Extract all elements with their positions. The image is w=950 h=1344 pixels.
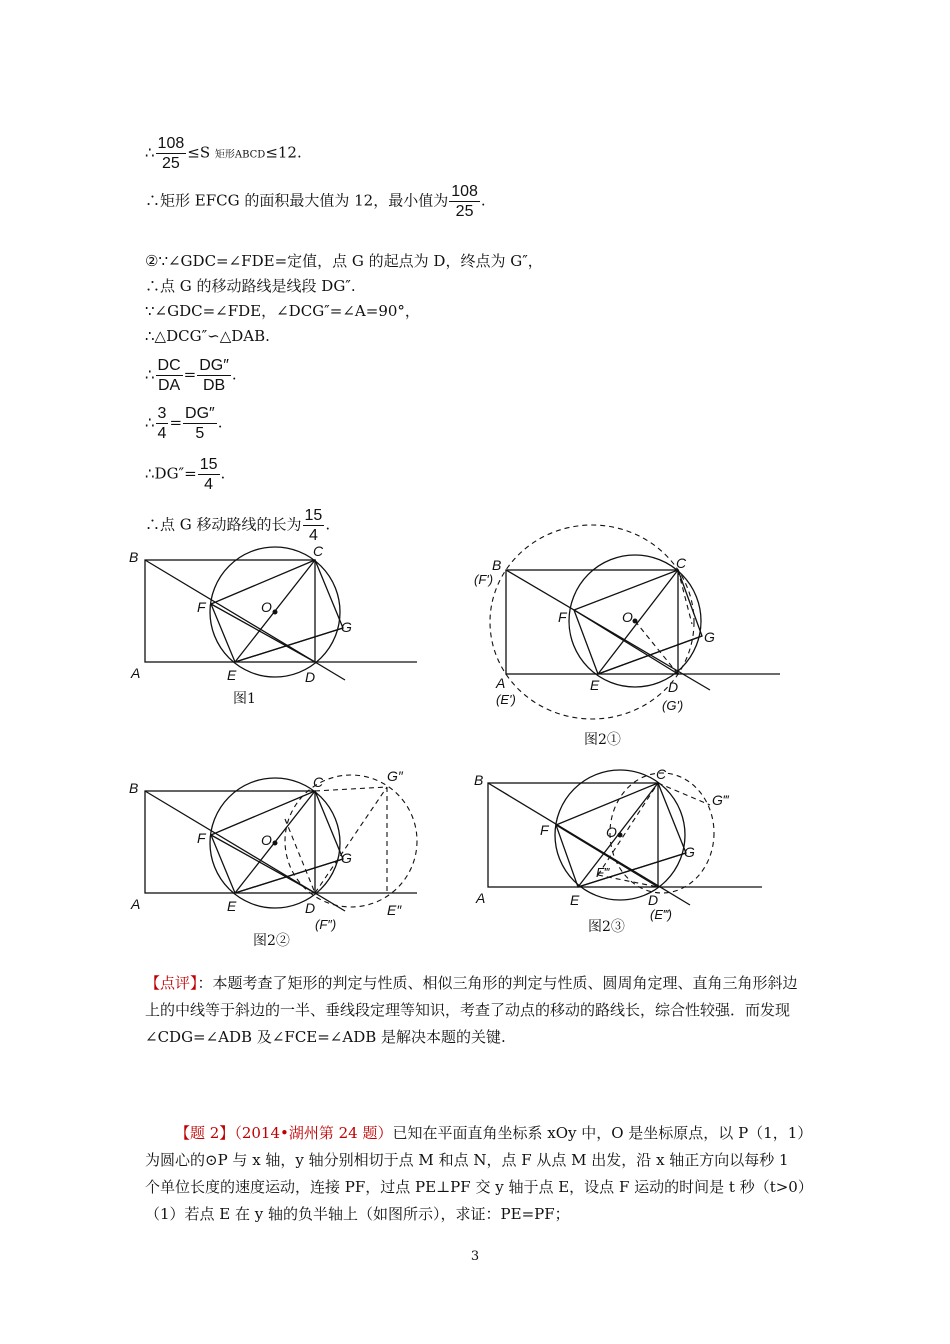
svg-text:G: G	[684, 844, 695, 860]
line-9: ∴DG″= $\frac{15}{4}$ .	[145, 456, 226, 493]
problem-paragraph	[145, 1120, 813, 1201]
comment-text: ：本题考查了矩形的判定与性质、相似三角形的判定与性质、圆周角定理、直角三角形斜边上的中线等于斜边的一半、垂线段定理等知识，考查了动点的移动的路线长，综合性较强．而发现∠CDG=∠ADB 及∠FCE=∠ADB 是解决本题的关键.	[145, 974, 798, 1046]
label-F: F	[197, 599, 206, 615]
line-5: ∵∠GDC=∠FDE，∠DCG″=∠A=90°，	[145, 302, 420, 320]
label-A: A	[131, 665, 141, 681]
svg-text:E″: E″	[387, 902, 402, 918]
problem-source: （2014•湖州第 24 题）	[234, 1124, 393, 1142]
svg-text:(G'): (G')	[662, 698, 684, 713]
svg-text:D: D	[668, 679, 679, 695]
label-C: C	[313, 543, 324, 559]
line-8: ∴ $\frac{3}{4}$ = $\frac{DG''}{5}$ .	[145, 405, 223, 442]
svg-text:(E'): (E')	[496, 692, 516, 707]
line-7: ∴ $\frac{DC}{DA}$ = $\frac{DG''}{DB}$ .	[145, 357, 237, 394]
svg-text:B: B	[129, 780, 139, 796]
figure-4	[470, 765, 790, 945]
caption: 图1	[233, 691, 256, 707]
figure-3	[125, 765, 445, 955]
line-6: ∴△DCG″∽△DAB.	[145, 327, 270, 345]
svg-text:G: G	[341, 850, 352, 866]
svg-text:O: O	[261, 832, 272, 848]
svg-text:G: G	[704, 629, 715, 645]
svg-text:F: F	[540, 822, 549, 838]
line-2: ∴矩形 EFCG 的面积最大值为 12，最小值为 $\frac{108}{25}$ .	[145, 183, 486, 220]
svg-text:图2①: 图2①	[584, 732, 621, 748]
svg-text:C: C	[313, 774, 324, 790]
label-G: G	[341, 619, 352, 635]
label-D: D	[305, 669, 316, 685]
svg-text:G‴: G‴	[712, 792, 728, 808]
svg-text:(F'): (F')	[474, 572, 494, 587]
problem-part-1: （1）若点 E 在 y 轴的负半轴上（如图所示），求证：PE=PF；	[145, 1205, 570, 1223]
svg-text:B: B	[474, 772, 484, 788]
svg-text:A: A	[131, 896, 141, 912]
comment-tag: 【点评】	[145, 974, 198, 992]
svg-text:A: A	[496, 675, 506, 691]
problem-tag: 【题 2】	[175, 1124, 235, 1142]
figure-1	[125, 540, 425, 715]
fraction: $\frac{108}{25}$	[157, 135, 185, 172]
svg-text:E: E	[590, 677, 600, 693]
line-1: ∴ $\frac{108}{25}$ ≤S 矩形ABCD≤12.	[145, 135, 302, 172]
svg-text:D: D	[305, 900, 316, 916]
svg-text:D: D	[648, 892, 659, 908]
svg-text:图2②: 图2②	[253, 933, 290, 949]
comment-paragraph	[145, 970, 807, 1051]
svg-text:C: C	[656, 766, 667, 782]
label-E: E	[227, 667, 237, 683]
svg-text:B: B	[492, 557, 502, 573]
svg-text:(F″): (F″)	[315, 917, 337, 932]
line-3: ②∵∠GDC=∠FDE=定值，点 G 的起点为 D，终点为 G″，	[145, 252, 543, 270]
svg-text:图2③: 图2③	[588, 919, 625, 935]
line-10: ∴点 G 移动路线的长为 $\frac{15}{4}$ .	[145, 507, 331, 544]
label-O: O	[261, 599, 272, 615]
problem-text: 已知在平面直角坐标系 xOy 中，O 是坐标原点，以 P（1，1）为圆心的⊙P 与 x 轴，y 轴分别相切于点 M 和点 N，点 F 从点 M 出发，沿 x 轴正方向以每秒 1 个单位长度的速度运动，连接 PF，过点 PE⊥PF 交 y 轴于点 E，设点 F 运动的时间是 t 秒（t>0）	[145, 1124, 813, 1196]
svg-text:O: O	[606, 824, 617, 840]
svg-text:(E‴): (E‴)	[650, 907, 672, 922]
svg-text:F: F	[197, 830, 206, 846]
svg-text:E: E	[227, 898, 237, 914]
label-B: B	[129, 549, 139, 565]
svg-text:G″: G″	[387, 768, 403, 784]
svg-text:C: C	[676, 555, 687, 571]
svg-text:A: A	[476, 890, 486, 906]
line-4: ∴点 G 的移动路线是线段 DG″.	[145, 277, 356, 295]
svg-text:F: F	[558, 609, 567, 625]
svg-text:F‴: F‴	[596, 865, 609, 880]
fraction: $\frac{108}{25}$	[451, 183, 478, 220]
svg-text:O: O	[622, 609, 633, 625]
svg-text:E: E	[570, 892, 580, 908]
page-number: 3	[470, 1249, 480, 1264]
figure-2	[470, 518, 790, 753]
